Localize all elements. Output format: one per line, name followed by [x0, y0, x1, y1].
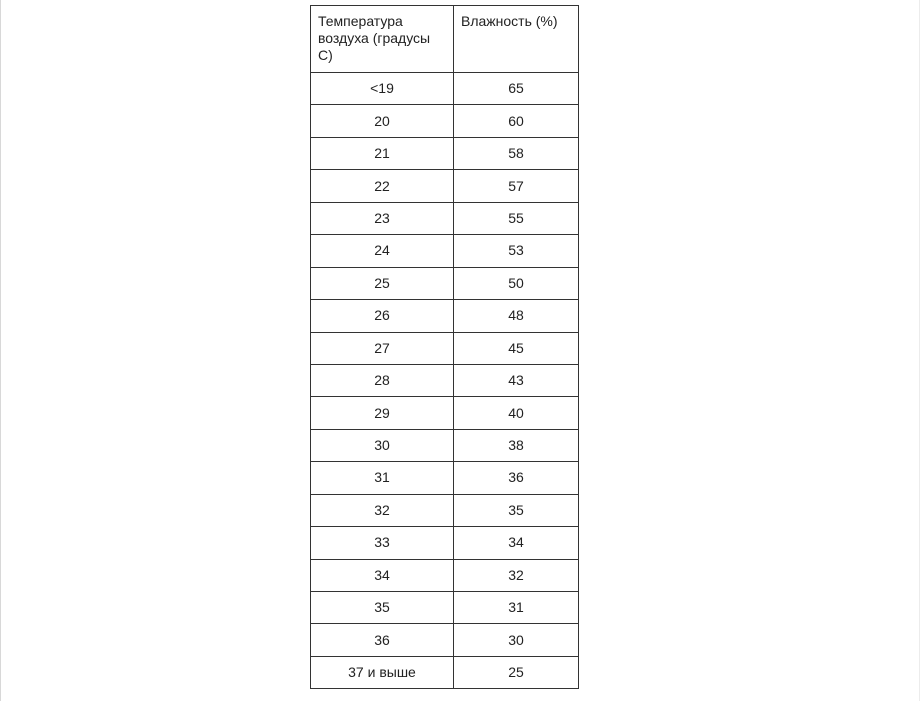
humidity-cell: 32: [454, 559, 579, 591]
table-row: [311, 559, 579, 591]
table-row: [311, 494, 579, 526]
humidity-cell: 65: [454, 73, 579, 105]
table-row: [311, 429, 579, 461]
table-row: [311, 656, 579, 688]
table-row: [311, 202, 579, 234]
table-row: [311, 592, 579, 624]
humidity-cell: 31: [454, 592, 579, 624]
temperature-cell: 31: [311, 462, 454, 494]
humidity-cell: 38: [454, 429, 579, 461]
temperature-cell: 24: [311, 235, 454, 267]
temperature-cell: 32: [311, 494, 454, 526]
temperature-cell: 30: [311, 429, 454, 461]
humidity-cell: 53: [454, 235, 579, 267]
temperature-cell: 23: [311, 202, 454, 234]
temperature-cell: 29: [311, 397, 454, 429]
temperature-cell: 20: [311, 105, 454, 137]
table-row: [311, 300, 579, 332]
table-row: [311, 170, 579, 202]
temperature-cell: 34: [311, 559, 454, 591]
header-temperature: Температура воздуха (градусы С): [311, 6, 454, 73]
humidity-cell: 48: [454, 300, 579, 332]
table-row: [311, 364, 579, 396]
humidity-cell: 34: [454, 527, 579, 559]
temperature-cell: 33: [311, 527, 454, 559]
temperature-cell: 37 и выше: [311, 656, 454, 688]
temperature-cell: 22: [311, 170, 454, 202]
table-row: [311, 235, 579, 267]
temperature-cell: 36: [311, 624, 454, 656]
table-row: [311, 462, 579, 494]
temperature-humidity-table: [310, 5, 579, 689]
temperature-cell: 27: [311, 332, 454, 364]
table-row: [311, 267, 579, 299]
humidity-cell: 36: [454, 462, 579, 494]
header-humidity: Влажность (%): [454, 6, 579, 73]
table-row: [311, 624, 579, 656]
table-row: [311, 73, 579, 105]
table-row: [311, 527, 579, 559]
table-row: [311, 137, 579, 169]
humidity-cell: 60: [454, 105, 579, 137]
humidity-cell: 55: [454, 202, 579, 234]
temperature-cell: 26: [311, 300, 454, 332]
page-left-border: [0, 0, 1, 701]
humidity-cell: 30: [454, 624, 579, 656]
table-row: [311, 332, 579, 364]
temperature-cell: 35: [311, 592, 454, 624]
table-row: [311, 397, 579, 429]
temperature-cell: <19: [311, 73, 454, 105]
humidity-cell: 58: [454, 137, 579, 169]
humidity-cell: 45: [454, 332, 579, 364]
temperature-cell: 21: [311, 137, 454, 169]
humidity-cell: 35: [454, 494, 579, 526]
humidity-cell: 43: [454, 364, 579, 396]
table-header-row: [311, 6, 579, 73]
humidity-cell: 40: [454, 397, 579, 429]
humidity-cell: 57: [454, 170, 579, 202]
temperature-cell: 25: [311, 267, 454, 299]
temperature-cell: 28: [311, 364, 454, 396]
humidity-cell: 25: [454, 656, 579, 688]
table-row: [311, 105, 579, 137]
humidity-cell: 50: [454, 267, 579, 299]
